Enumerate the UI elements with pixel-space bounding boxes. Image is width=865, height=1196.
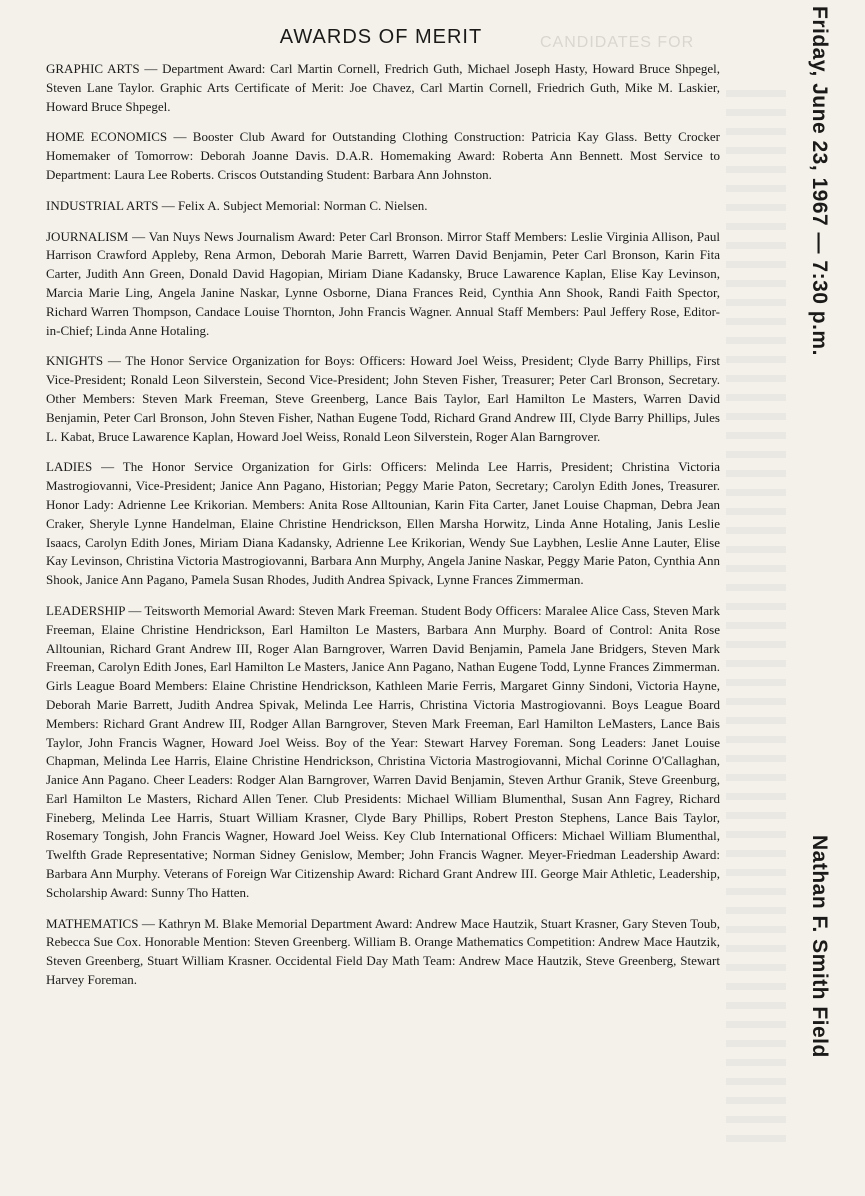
section-home-economics [46, 128, 720, 184]
section-heading: LEADERSHIP [46, 602, 125, 618]
bleed-through-text [726, 90, 786, 1150]
bleed-through-heading: CANDIDATES FOR [540, 34, 695, 51]
section-mathematics [46, 915, 720, 990]
page-title: AWARDS OF MERIT [279, 26, 483, 48]
section-heading: HOME ECONOMICS [46, 129, 168, 145]
section-body: — Kathryn M. Blake Memorial Department Award: Andrew Mace Hautzik, Stuart Krasner, Gary Steven Toub, Rebecca Sue Cox. Honorable Mention: Steven Greenberg. William B. Orange Mathematics Competition: Andrew Mace Hautzik, Steven Greenberg, Stuart William Krasner. Occidental Field Day Math Team: Andrew Mace Hautzik, Steve Greenberg, Stewart Harvey Foreman. [46, 915, 720, 988]
section-heading: JOURNALISM [46, 228, 129, 244]
section-heading: INDUSTRIAL ARTS [46, 197, 159, 213]
section-heading: LADIES [46, 459, 93, 475]
section-industrial-arts [46, 197, 720, 216]
section-body: — The Honor Service Organization for Boys: Officers: Howard Joel Weiss, President; Clyde Barry Phillips, First Vice-President; Ronald Leon Silverstein, Second Vice-President; John Steven Fisher, Treasurer; Peter Carl Bronson, Secretary. Other Members: Steven Mark Freeman, Steve Greenberg, Lance Bais Taylor, Earl Hamilton Le Masters, Warren David Benjamin, Peter Carl Bronson, John Steven Fisher, Nathan Eugene Todd, Richard Grand Andrew III, Clyde Barry Phillips, Jules L. Kabat, Bruce Lawarence Kaplan, Howard Joel Weiss, Ronald Leon Silverstein, Roger Alan Barngrover. [46, 353, 720, 444]
section-body: — Teitsworth Memorial Award: Steven Mark Freeman. Student Body Officers: Maralee Alice Cass, Steven Mark Freeman, Elaine Christine Hendrickson, Earl Hamilton Le Masters, Barbara Ann Murphy. Board of Control: Anita Rose Alltounian, Richard Grant Andrew III, Roger Alan Barngrover, Warren David Benjamin, Pamela Jane Bridgers, Steven Mark Freeman, Carolyn Edith Jones, Earl Hamilton Le Masters, Janice Ann Pagano, Nathan Eugene Todd, Lynne Frances Zimmerman. Girls League Board Members: Elaine Christine Hendrickson, Kathleen Marie Ferris, Margaret Ginny Sindoni, Victoria Hayne, Deborah Marie Barrett, Judith Andrea Spivak, Melinda Lee Harris, Christina Victoria Mastrogiovanni. Boys League Board Members: Richard Grant Andrew III, Rodger Allan Barngrover, Steven Mark Freeman, Earl Hamilton LeMasters, Lance Bais Taylor, John Francis Wagner, Howard Joel Weiss. Boy of the Year: Stewart Harvey Foreman. Song Leaders: Janet Louise Chapman, Melinda Lee Harris, Elaine Christine Hendrickson, Christina Victoria Mastrogiovanni, Michal Corinne O'Callaghan, Janice Ann Pagano. Cheer Leaders: Rodger Alan Barngrover, Warren David Benjamin, Steven Arthur Granik, Steve Greenburg, Earl Hamilton Le Masters, Richard Allen Tener. Club Presidents: Michael William Blumenthal, Susan Ann Fagrey, Richard Fineberg, Melinda Lee Harris, Stuart William Krasner, Clyde Bary Phillips, Robert Preston Stephens, Lance Bais Taylor, Rosemary Tongish, John Francis Wagner, Howard Joel Weiss. Key Club International Officers: Michael William Blumenthal, Twelfth Grade Representative; Norman Sidney Genislow, Member; John Francis Wagner. Meyer-Friedman Leadership Award: Barbara Ann Murphy. Veterans of Foreign War Citizenship Award: Richard Grant Andrew III. George Mair Athletic, Leadership, Scholarship Award: Sunny Tho Hatten. [46, 602, 720, 900]
section-ladies [46, 458, 720, 590]
section-heading: MATHEMATICS [46, 915, 139, 931]
section-knights [46, 352, 720, 446]
section-leadership [46, 602, 720, 903]
event-date-time: Friday, June 23, 1967 — 7:30 p.m. [808, 6, 831, 356]
section-heading: KNIGHTS [46, 353, 104, 369]
section-graphic-arts [46, 60, 720, 116]
section-body: — Felix A. Subject Memorial: Norman C. Nielsen. [158, 197, 428, 213]
section-journalism [46, 228, 720, 341]
event-location: Nathan F. Smith Field [808, 835, 831, 1058]
section-body: — The Honor Service Organization for Girls: Officers: Melinda Lee Harris, President; Christina Victoria Mastrogiovanni, Vice-President; Janice Ann Pagano, Historian; Peggy Marie Paton, Secretary; Carolyn Edith Jones, Treasurer. Honor Lady: Adrienne Lee Krikorian. Members: Anita Rose Alltounian, Karin Fita Carter, Janet Louise Chapman, Debra Jean Craker, Sheryle Lynne Handelman, Elaine Christine Hendrickson, Ellen Marsha Horwitz, Linda Anne Hotaling, Janis Leslie Isaacs, Carolyn Edith Jones, Miriam Diana Kadansky, Adrienne Lee Krikorian, Wendy Sue Laybhen, Leslie Anne Lauter, Elise Kay Levinson, Christina Victoria Mastrogiovanni, Barbara Ann Murphy, Angela Janine Naskar, Peggy Marie Paton, Cynthia Ann Shook, Janice Ann Pagano, Pamela Susan Rhodes, Judith Andrea Spivack, Lynne Frances Zimmerman. [46, 459, 720, 588]
section-heading: GRAPHIC ARTS [46, 61, 140, 76]
section-body: — Department Award: Carl Martin Cornell, Fredrich Guth, Michael Joseph Hasty, Howard Bruce Shpegel, Steven Lane Taylor. Graphic Arts Certificate of Merit: Joe Chavez, Carl Martin Cornell, Friedrich Guth, Mike M. Laskier, Howard Bruce Shpegel. [46, 61, 720, 114]
section-body: — Booster Club Award for Outstanding Clothing Construction: Patricia Kay Glass. Betty Crocker Homemaker of Tomorrow: Deborah Joanne Davis. D.A.R. Homemaking Award: Roberta Ann Bennett. Most Service to Department: Laura Lee Roberts. Criscos Outstanding Student: Barbara Ann Johnston. [46, 129, 721, 182]
section-body: — Van Nuys News Journalism Award: Peter Carl Bronson. Mirror Staff Members: Leslie Virginia Allison, Paul Harrison Crawford Appleby, Rena Armon, Deborah Marie Barrett, Warren David Benjamin, Peter Carl Bronson, Karin Fita Carter, Judith Ann Green, Donald David Hagopian, Miriam Diane Kadansky, Bruce Lawarence Kaplan, Elise Kay Levinson, Marcia Marie Ling, Angela Janine Naskar, Lynne Osborne, Diana Frances Reid, Cynthia Ann Shook, Randi Faith Spector, Richard Warren Thompson, Candace Louise Thornton, John Francis Wagner. Annual Staff Members: Paul Jeffery Rose, Editor-in-Chief; Linda Anne Hotaling. [46, 228, 720, 338]
awards-list [46, 60, 720, 1002]
